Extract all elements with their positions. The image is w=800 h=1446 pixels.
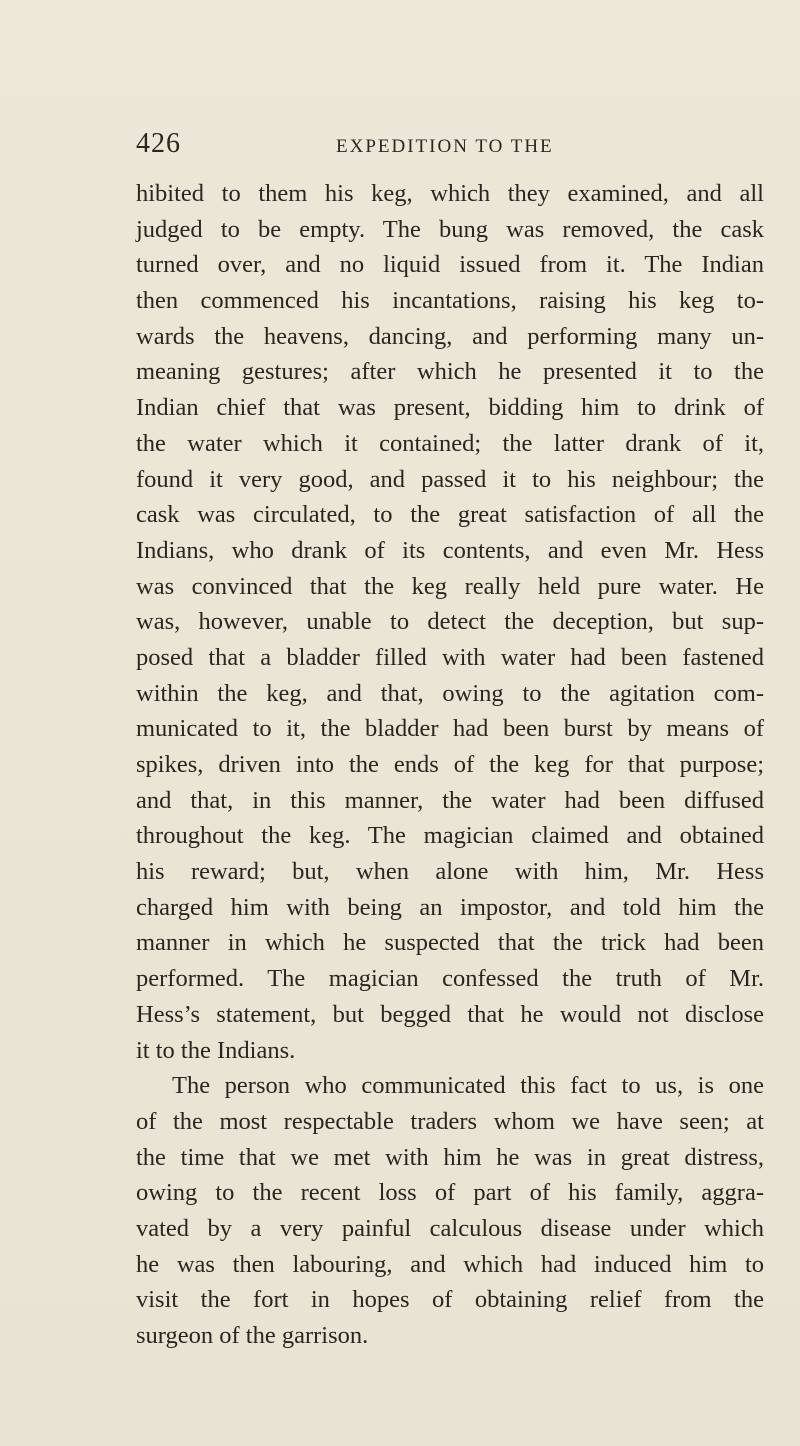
text-line: the water which it contained; the latter drank of it, xyxy=(136,429,764,457)
text-line: Indians, who drank of its contents, and even Mr. Hess xyxy=(136,536,764,564)
text-line: the time that we met with him he was in great distress, xyxy=(136,1143,764,1171)
text-line: turned over, and no liquid issued from it. The Indian xyxy=(136,251,764,279)
paragraph xyxy=(136,176,764,1068)
paragraph xyxy=(136,1068,764,1354)
text-line: charged him with being an impostor, and told him the xyxy=(136,893,764,921)
text-line: was, however, unable to detect the deception, but sup- xyxy=(136,608,764,636)
text-line: within the keg, and that, owing to the agitation com- xyxy=(136,679,764,707)
text-line: wards the heavens, dancing, and performing many un- xyxy=(136,322,764,350)
text-line: his reward; but, when alone with him, Mr. Hess xyxy=(136,858,764,886)
text-line: of the most respectable traders whom we have seen; at xyxy=(136,1107,764,1135)
text-line: spikes, driven into the ends of the keg for that purpose; xyxy=(136,751,764,778)
text-line: it to the Indians. xyxy=(136,1036,296,1064)
text-line: municated to it, the bladder had been burst by means of xyxy=(136,715,764,743)
text-line: found it very good, and passed it to his neighbour; the xyxy=(136,465,764,493)
text-line: and that, in this manner, the water had been diffused xyxy=(136,786,764,814)
page-header xyxy=(136,128,656,168)
text-line: visit the fort in hopes of obtaining relief from the xyxy=(136,1286,764,1314)
text-line: manner in which he suspected that the trick had been xyxy=(136,929,764,957)
text-line: he was then labouring, and which had induced him to xyxy=(136,1250,764,1278)
text-line: surgeon of the garrison. xyxy=(136,1322,369,1349)
text-line: hibited to them his keg, which they examined, and all xyxy=(136,180,764,207)
text-line: judged to be empty. The bung was removed, the cask xyxy=(136,215,764,243)
text-line: Indian chief that was present, bidding him to drink of xyxy=(136,394,764,422)
text-line: cask was circulated, to the great satisfaction of all the xyxy=(136,501,764,529)
text-line: throughout the keg. The magician claimed and obtained xyxy=(136,822,764,850)
text-line: Hess’s statement, but begged that he would not disclose xyxy=(136,1000,764,1028)
running-head: EXPEDITION TO THE xyxy=(336,136,554,157)
text-line: owing to the recent loss of part of his family, aggra- xyxy=(136,1179,764,1207)
text-line: was convinced that the keg really held pure water. He xyxy=(136,572,764,600)
page-number: 426 xyxy=(136,128,181,159)
text-line: The person who communicated this fact to us, is one xyxy=(172,1072,764,1100)
text-line: meaning gestures; after which he presented it to the xyxy=(136,358,764,386)
text-line: then commenced his incantations, raising his keg to- xyxy=(136,287,764,315)
text-line: posed that a bladder filled with water had been fastened xyxy=(136,643,764,671)
text-line: performed. The magician confessed the truth of Mr. xyxy=(136,965,764,993)
body-text xyxy=(136,176,764,1354)
text-line: vated by a very painful calculous disease under which xyxy=(136,1214,764,1242)
